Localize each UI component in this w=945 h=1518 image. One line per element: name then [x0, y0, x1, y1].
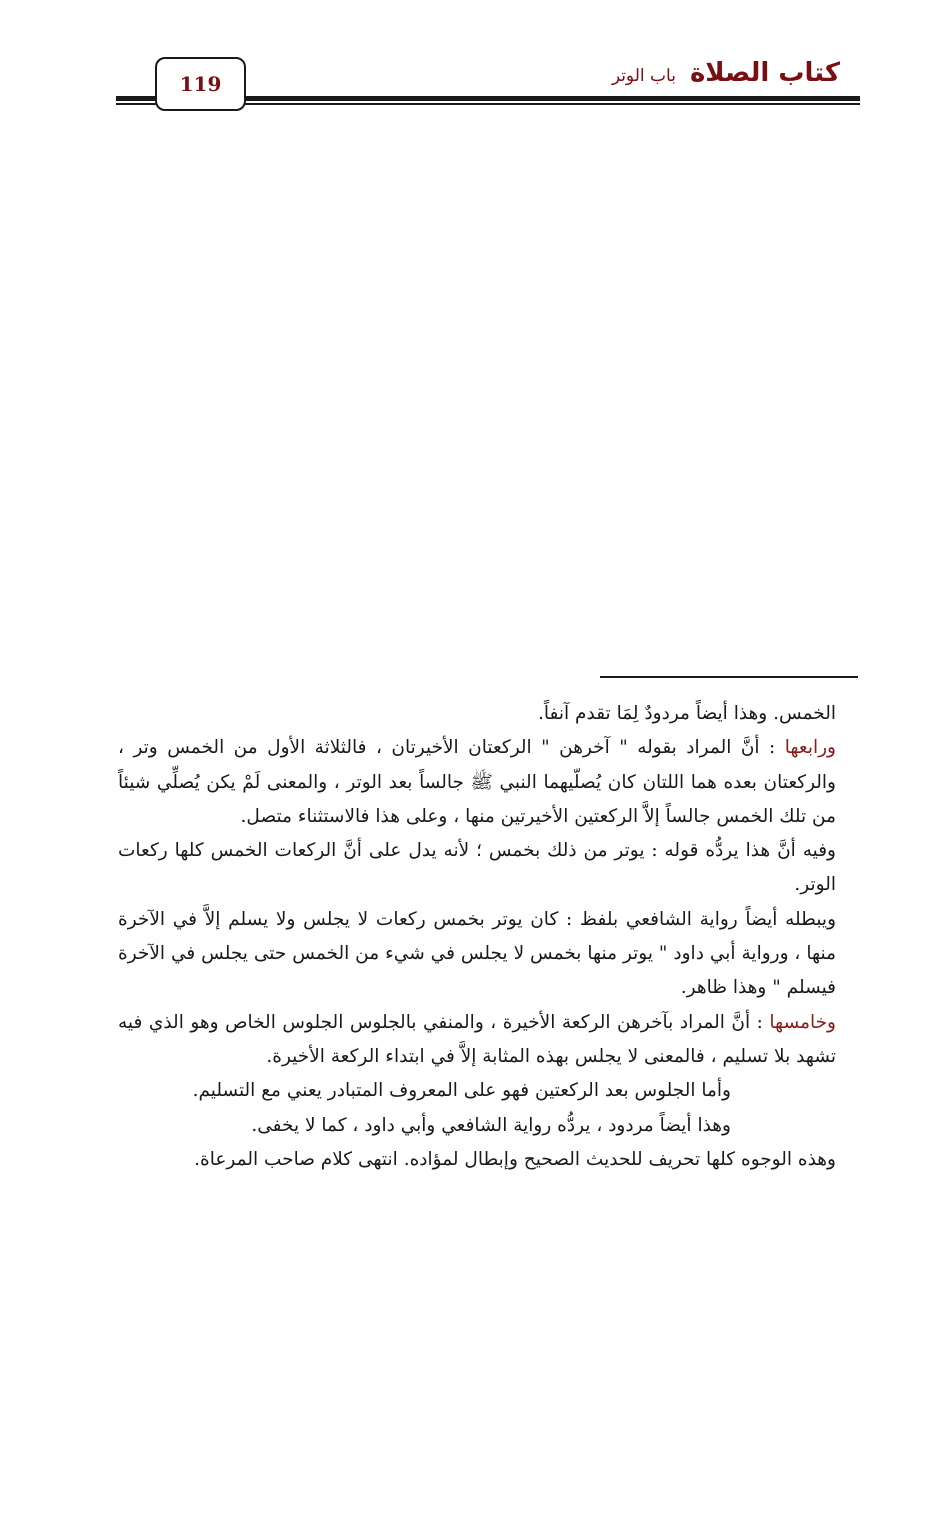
page-number-box: [155, 57, 246, 111]
keyword-fourth: ورابعها: [784, 737, 836, 759]
footnote-text: [118, 697, 836, 1177]
paragraph-1: الخمس. وهذا أيضاً مردودٌ لِمَا تقدم آنفاً.: [537, 703, 836, 724]
running-title: [612, 58, 840, 88]
footnote-separator: [600, 676, 858, 678]
paragraph-2-text: : أنَّ المراد بقوله " آخرهن " الركعتان الأخيرتان ، فالثلاثة الأول من الخمس وتر ، والركعتان بعده هما اللتان كان يُصلّيهما النبي ﷺ جالساً بعد الوتر ، والمعنى لَمْ يكن يُصلِّي شيئاً من تلك الخمس جالساً إلاَّ الركعتين الأخيرتين منها ، وعلى هذا فالاستثناء متصل.: [118, 737, 836, 827]
page-header: [0, 0, 945, 120]
paragraph-3: وفيه أنَّ هذا يردُّه قوله : يوتر من ذلك بخمس ؛ لأنه يدل على أنَّ الركعات الخمس كلها ركعات الوتر.: [118, 840, 836, 896]
book-title: كتاب الصلاة: [689, 58, 840, 88]
chapter-title: باب الوتر: [611, 66, 676, 86]
paragraph-7: وهذا أيضاً مردود ، يردُّه رواية الشافعي وأبي داود ، كما لا يخفى.: [251, 1114, 731, 1136]
paragraph-5: [118, 1006, 836, 1075]
paragraph-2: [118, 731, 836, 834]
keyword-fifth: وخامسها: [769, 1011, 836, 1033]
paragraph-4: ويبطله أيضاً رواية الشافعي بلفظ : كان يوتر بخمس ركعات لا يجلس ولا يسلم إلاَّ في الآخرة منها ، ورواية أبي داود " يوتر منها بخمس لا يجلس في شيء من الخمس حتى يجلس في الآخرة فيسلم " وهذا ظاهر.: [118, 908, 836, 999]
page-number: 119: [179, 72, 222, 96]
paragraph-8: وهذه الوجوه كلها تحريف للحديث الصحيح وإبطال لمؤاده. انتهى كلام صاحب المرعاة.: [194, 1148, 836, 1170]
paragraph-6: وأما الجلوس بعد الركعتين فهو على المعروف المتبادر يعني مع التسليم.: [192, 1080, 731, 1102]
paragraph-5-text: : أنَّ المراد بآخرهن الركعة الأخيرة ، والمنفي بالجلوس الجلوس الخاص وهو الذي فيه تشهد بلا تسليم ، فالمعنى لا يجلس بهذه المثابة إلاَّ في ابتداء الركعة الأخيرة.: [118, 1011, 836, 1067]
